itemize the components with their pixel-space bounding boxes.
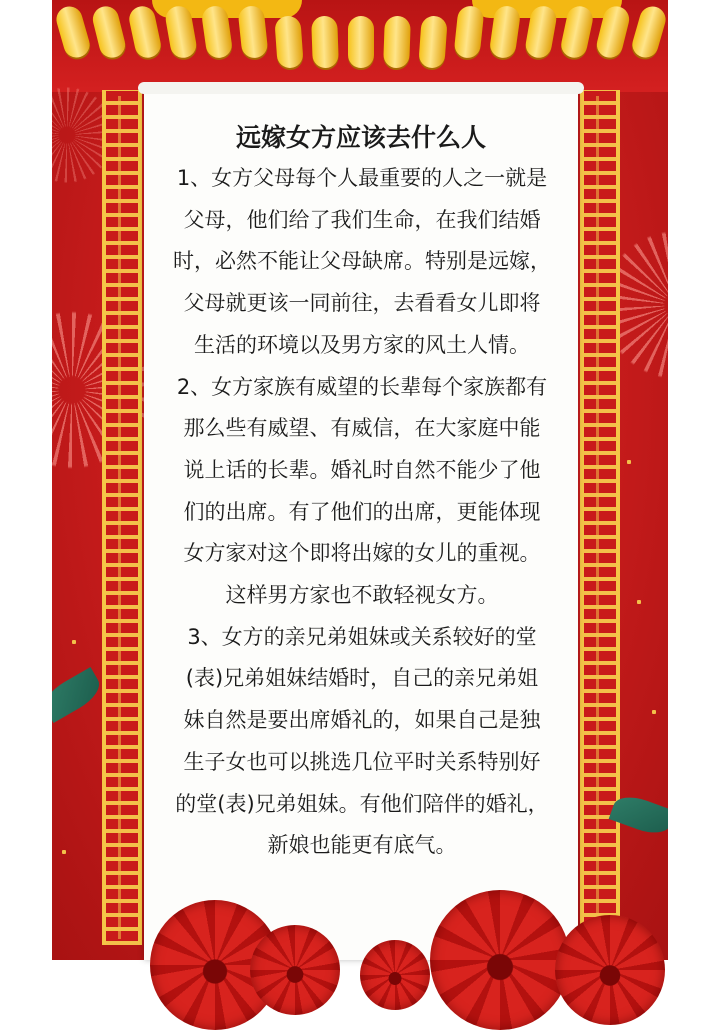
article-line: 生活的环境以及男方家的风土人情。 <box>194 332 530 357</box>
roof-tile <box>418 15 448 69</box>
roof-tile <box>201 4 234 59</box>
confetti <box>72 640 76 644</box>
article-line: 3、女方的亲兄弟姐妹或关系较好的堂 <box>187 624 537 649</box>
peony-flower <box>430 890 570 1030</box>
roof-tile <box>348 16 374 68</box>
confetti <box>652 710 656 714</box>
roof-tile <box>311 16 339 69</box>
article-line: 父母，他们给了我们生命，在我们结婚 <box>183 207 541 232</box>
peony-flower <box>250 925 340 1015</box>
article-line: 女方家对这个即将出嫁的女儿的重视。 <box>183 541 541 566</box>
article-title: 远嫁女方应该去什么人 <box>235 123 486 152</box>
confetti <box>627 460 631 464</box>
article-line: 这样男方家也不敢轻视女方。 <box>225 583 499 608</box>
article-line: 说上话的长辈。婚礼时自然不能少了他 <box>183 457 541 482</box>
article-line: 父母就更该一同前往，去看看女儿即将 <box>183 291 541 316</box>
leaf-left <box>52 667 105 723</box>
article-body <box>156 158 568 867</box>
roof-tile <box>524 4 559 60</box>
roof-tile <box>274 15 304 69</box>
roof-tile <box>164 4 199 60</box>
roof-tiles <box>52 6 668 66</box>
article-line: 新娘也能更有底气。 <box>267 833 457 858</box>
roof-tile <box>53 3 92 60</box>
article-line: (表)兄弟姐妹结婚时，自己的亲兄弟姐 <box>185 666 539 691</box>
roof-tile <box>90 4 128 61</box>
article-line: 们的出席。有了他们的出席，更能体现 <box>183 499 541 524</box>
roof-tile <box>127 4 163 60</box>
confetti <box>637 600 641 604</box>
roof-tile <box>453 5 484 59</box>
left-pattern-border <box>102 90 142 945</box>
peony-flower <box>555 915 665 1025</box>
article-line: 时，必然不能让父母缺席。特别是远嫁， <box>173 249 551 274</box>
roof-tile <box>237 5 268 59</box>
article-line: 1、女方父母每个人最重要的人之一就是 <box>176 166 548 190</box>
article-line: 生子女也可以挑选几位平时关系特别好 <box>183 749 541 774</box>
peony-flower <box>360 940 430 1010</box>
article-line: 妹自然是要出席婚礼的，如果自己是独 <box>183 708 541 733</box>
roof-tile <box>559 4 595 60</box>
article-line: 的堂(表)兄弟姐妹。有他们陪伴的婚礼， <box>175 791 549 816</box>
roof-decoration <box>52 0 668 92</box>
article-line: 那么些有威望、有威信，在大家庭中能 <box>183 416 541 441</box>
roof-tile <box>629 3 668 60</box>
article-line: 2、女方家族有威望的长辈每个家族都有 <box>176 374 548 399</box>
confetti <box>62 850 66 854</box>
roof-tile <box>383 16 411 69</box>
roof-tile <box>489 4 522 59</box>
roof-tile <box>594 4 632 61</box>
